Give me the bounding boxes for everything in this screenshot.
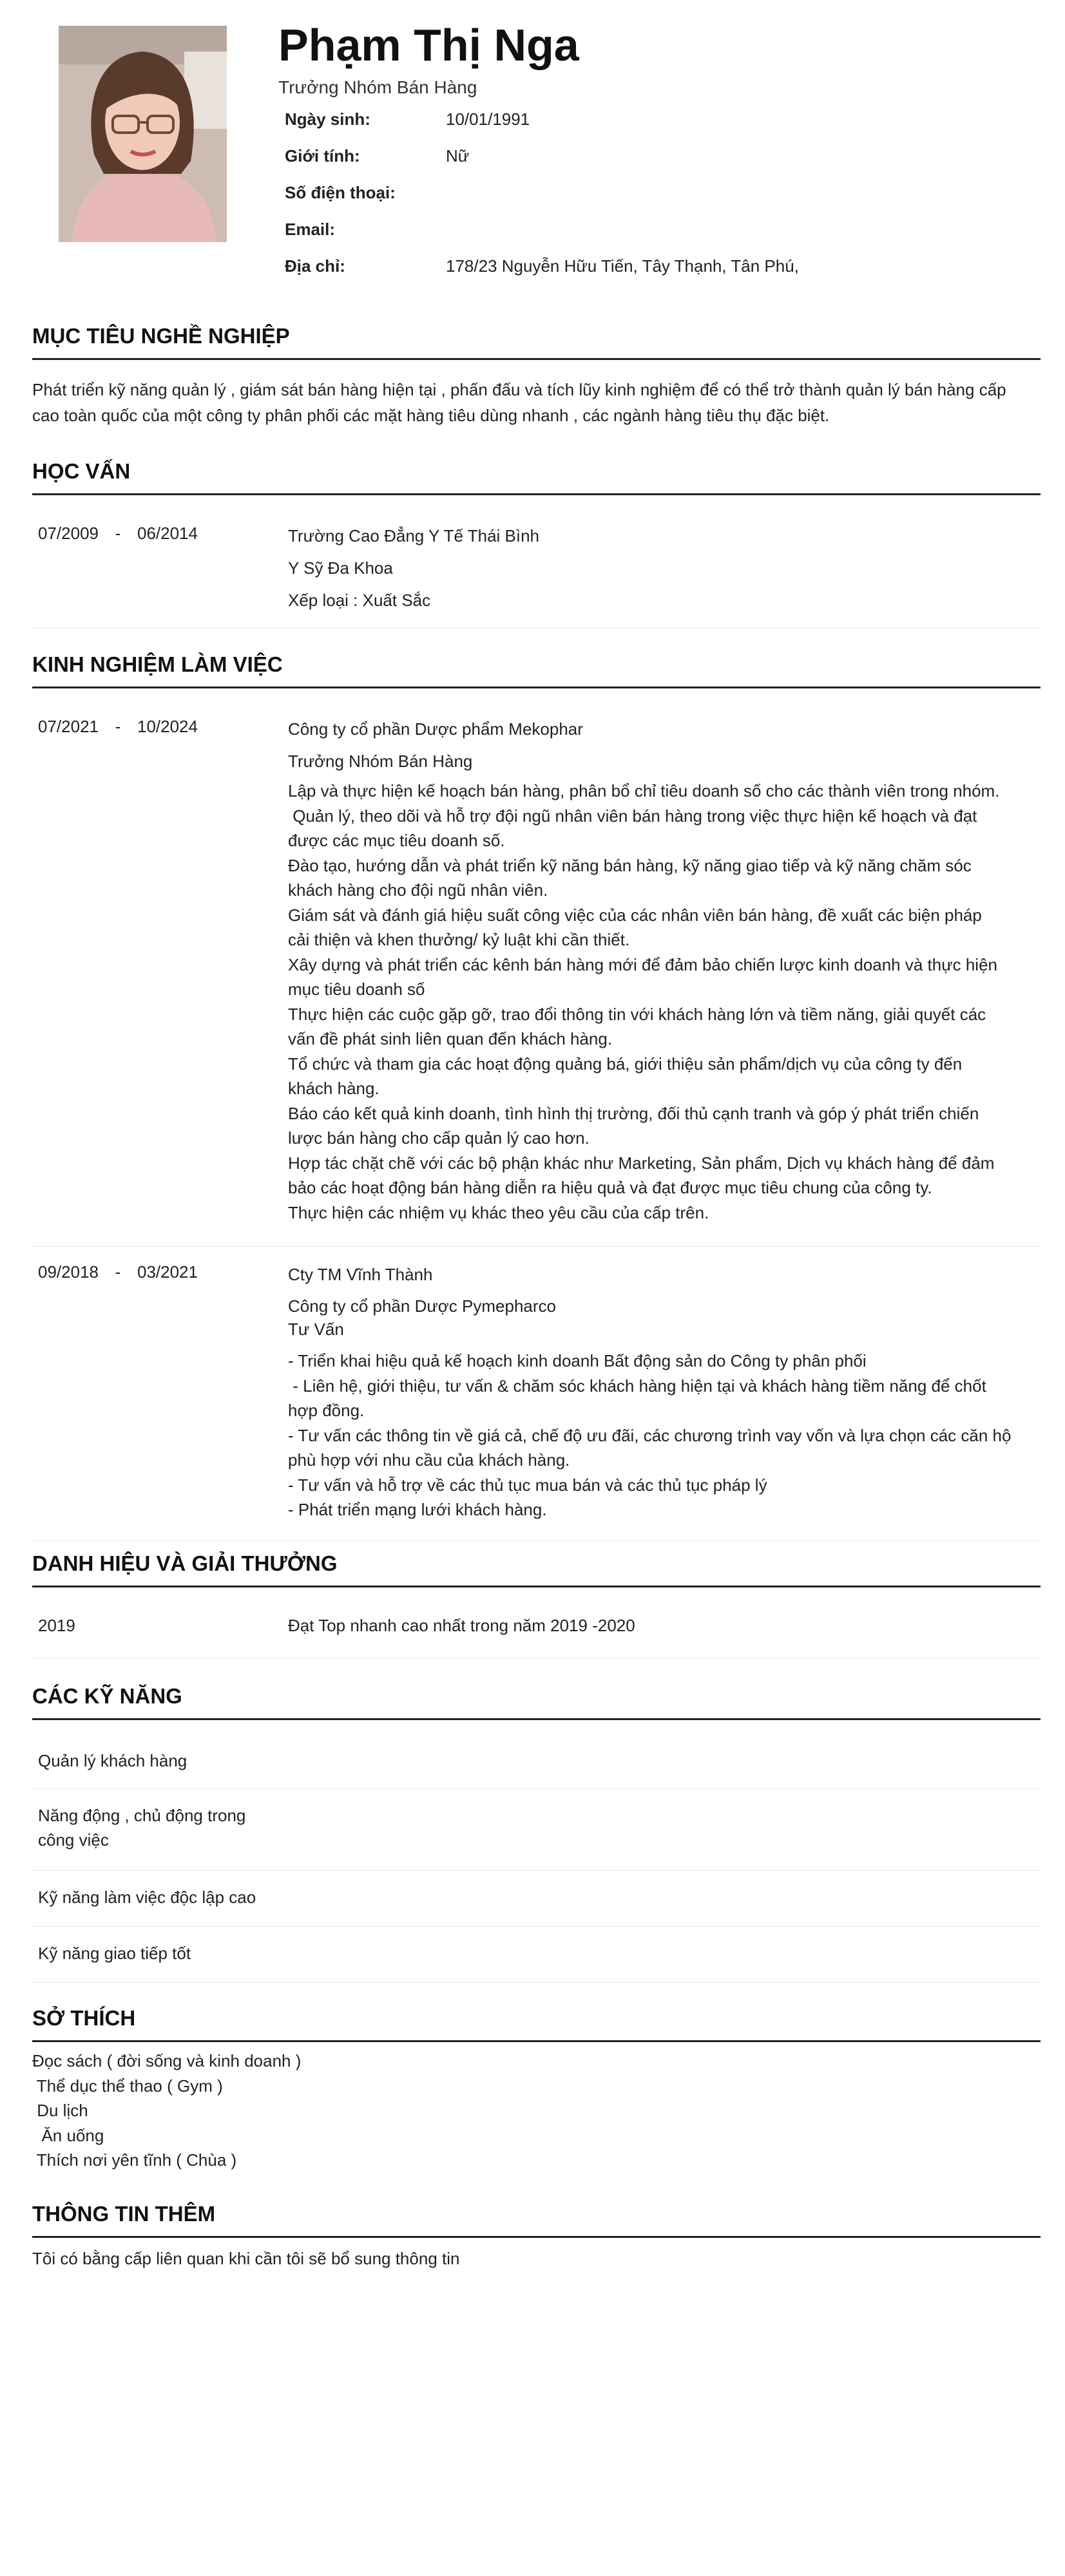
section-title: THÔNG TIN THÊM [32,2201,1041,2238]
date-range [38,1262,198,1282]
candidate-name: Phạm Thị Nga [278,20,579,70]
end-date: 06/2014 [137,524,198,543]
description-line: - Liên hệ, giới thiệu, tư vấn & chăm sóc khách hàng hiện tại và khách hàng tiềm năng để chốt [288,1376,986,1396]
hobbies-list [32,2049,1041,2173]
job-role: Trưởng Nhóm Bán Hàng [288,752,473,771]
education-content [288,520,1035,616]
info-label: Email: [285,220,336,239]
start-date: 07/2009 [38,524,99,543]
description-line: khách hàng cho đội ngũ nhân viên. [288,880,548,900]
description-line: Xây dựng và phát triển các kênh bán hàng mới để đảm bảo chiến lược kinh doanh và thực hiện [288,954,997,974]
award-text: Đạt Top nhanh cao nhất trong năm 2019 -2020 [288,1616,635,1635]
date-separator: - [115,1262,121,1282]
objective-line: cao toàn quốc của một công ty phân phối các mặt hàng tiêu dùng nhanh , các ngành hàng tiêu thụ đặc biệt. [32,406,830,425]
description-line: Tổ chức và tham gia các hoạt động quảng bá, giới thiệu sản phẩm/dịch vụ của công ty đến [288,1054,963,1074]
extra-info-text: Tôi có bằng cấp liên quan khi cần tôi sẽ bổ sung thông tin [32,2249,460,2268]
description-line: lược bán hàng cho cấp quản lý cao hơn. [288,1128,590,1148]
section-title: MỤC TIÊU NGHỀ NGHIỆP [32,323,1041,360]
skill-label: Quản lý khách hàng [38,1751,187,1770]
objective-text [32,377,1041,428]
profile-photo [59,26,227,242]
date-range [38,717,198,737]
skill-item [32,1927,1041,1983]
award-entry [32,1587,1041,1659]
section-experience [32,652,1041,1541]
date-separator: - [115,717,121,736]
job-company: Công ty cổ phần Dược Pymepharco [288,1296,556,1316]
hobby-item: Đọc sách ( đời sống và kinh doanh ) [32,2051,302,2070]
skill-label: Năng động , chủ động trong [38,1806,246,1825]
description-line: cải thiện và khen thưởng/ kỷ luật khi cần thiết. [288,930,630,949]
award-year: 2019 [38,1616,75,1635]
start-date: 09/2018 [38,1262,99,1282]
hobby-item: Thích nơi yên tĩnh ( Chùa ) [32,2150,237,2170]
school-name: Trường Cao Đẳng Y Tế Thái Bình [288,526,540,545]
objective-line: Phát triển kỹ năng quản lý , giám sát bán hàng hiện tại , phấn đấu và tích lũy kinh nghiệm để có thể trở thành quản lý bán hàng cấp [32,380,1006,399]
section-awards [32,1551,1041,1659]
section-title: SỞ THÍCH [32,2005,1041,2042]
section-title: DANH HIỆU VÀ GIẢI THƯỞNG [32,1551,1041,1587]
description-line: Lập và thực hiện kế hoạch bán hàng, phân bổ chỉ tiêu doanh số cho các thành viên trong nhóm. [288,781,1000,800]
skill-item [32,1871,1041,1927]
info-label: Địa chỉ: [285,256,345,276]
description-line: được các mục tiêu doanh số. [288,831,505,850]
experience-entry [32,688,1041,1247]
start-date: 07/2021 [38,717,99,736]
end-date: 03/2021 [137,1262,198,1282]
description-line: Hợp tác chặt chẽ với các bộ phận khác như Marketing, Sản phẩm, Dịch vụ khách hàng để đảm [288,1153,995,1173]
section-title: CÁC KỸ NĂNG [32,1683,1041,1720]
section-skills [32,1683,1041,1983]
skill-label-cont: công việc [38,1830,109,1850]
description-line: Thực hiện các nhiệm vụ khác theo yêu cầu của cấp trên. [288,1202,709,1222]
date-separator: - [115,524,121,543]
hobby-item: Ăn uống [32,2125,104,2145]
job-role: Tư Vấn [288,1320,344,1339]
info-value: 178/23 Nguyễn Hữu Tiến, Tây Thạnh, Tân Phú, [446,256,799,276]
candidate-position: Trưởng Nhóm Bán Hàng [278,77,477,97]
hobby-item: Du lịch [32,2101,88,2121]
hobby-item: Thể dục thể thao ( Gym ) [32,2076,223,2096]
section-title: KINH NGHIỆM LÀM VIỆC [32,652,1041,688]
section-objective [32,323,1041,428]
description-line: Giám sát và đánh giá hiệu suất công việc của các nhân viên bán hàng, đề xuất các biện pháp [288,905,982,925]
skill-item [32,1789,1041,1871]
major: Y Sỹ Đa Khoa [288,558,393,578]
experience-entry [32,1247,1041,1541]
description-line: bảo các hoạt động bán hàng diễn ra hiệu quả và đạt được mục tiêu chung của công ty. [288,1178,932,1197]
description-line: Đào tạo, hướng dẫn và phát triển kỹ năng bán hàng, kỹ năng giao tiếp và kỹ năng chăm sóc [288,855,972,875]
end-date: 10/2024 [137,717,198,736]
experience-content [288,713,1035,1225]
job-description [288,1349,1035,1522]
section-education [32,459,1041,628]
description-line: khách hàng. [288,1079,379,1098]
experience-content [288,1258,1035,1522]
description-line: - Phát triển mạng lưới khách hàng. [288,1500,547,1519]
info-value: Nữ [446,146,470,166]
description-line: hợp đồng. [288,1401,365,1420]
info-label: Giới tính: [285,146,360,166]
skill-label: Kỹ năng làm việc độc lập cao [38,1888,256,1907]
grade: Xếp loại : Xuất Sắc [288,591,431,610]
description-line: - Triển khai hiệu quả kế hoạch kinh doanh Bất động sản do Công ty phân phối [288,1351,867,1370]
section-hobbies [32,2005,1041,2173]
description-line: - Tư vấn và hỗ trợ về các thủ tục mua bán và các thủ tục pháp lý [288,1475,767,1495]
description-line: Quản lý, theo dõi và hỗ trợ đội ngũ nhân viên bán hàng trong việc thực hiện kế hoạch và đạt [288,806,977,826]
info-label: Ngày sinh: [285,109,370,129]
section-extra-info [32,2201,1041,2271]
job-description [288,779,1035,1225]
info-label: Số điện thoại: [285,183,396,202]
description-line: phù hợp với nhu cầu của khách hàng. [288,1450,570,1470]
description-line: Thực hiện các cuộc gặp gỡ, trao đổi thông tin với khách hàng lớn và tiềm năng, giải quyết các [288,1004,986,1024]
description-line: mục tiêu doanh số [288,980,425,999]
education-entry [32,495,1041,628]
description-line: Báo cáo kết quả kinh doanh, tình hình thị trường, đối thủ cạnh tranh và góp ý phát triển chiến [288,1103,979,1123]
company-name: Cty TM Vĩnh Thành [288,1265,433,1284]
section-title: HỌC VẤN [32,459,1041,495]
description-line: vấn đề phát sinh liên quan đến khách hàng. [288,1029,613,1048]
info-value: 10/01/1991 [446,109,530,129]
description-line: - Tư vấn các thông tin về giá cả, chế độ ưu đãi, các chương trình vay vốn và lựa chọn các căn hộ [288,1425,1012,1445]
skill-item [32,1720,1041,1789]
company-name: Công ty cổ phần Dược phẩm Mekophar [288,719,583,739]
skill-label: Kỹ năng giao tiếp tốt [38,1944,191,1963]
date-range [38,524,198,544]
